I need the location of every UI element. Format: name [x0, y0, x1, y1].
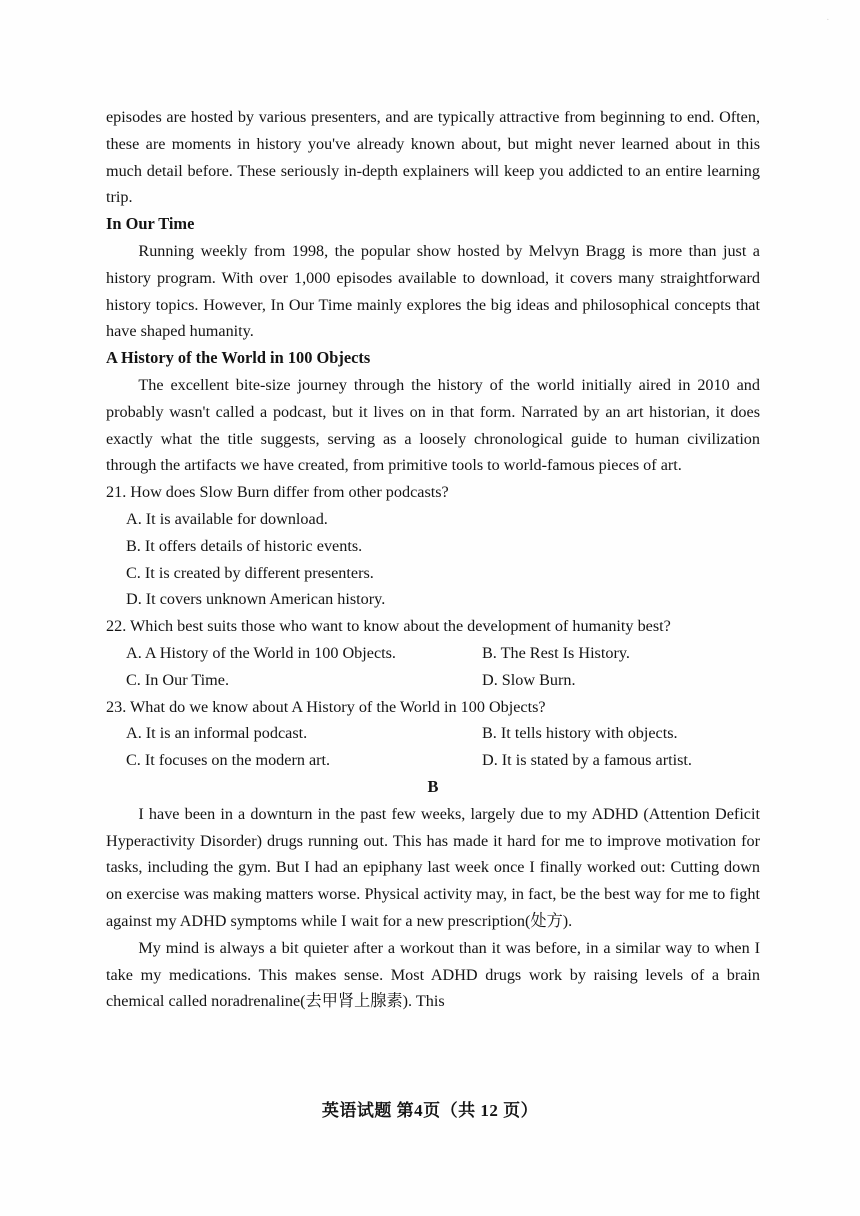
intro-paragraph: episodes are hosted by various presenters, and are typically attractive from beginning to end. Often, these are moments in history you've already known about, but might never learned about in this much detail before. These seriously in-depth explainers will keep you addicted to an entire learning trip. — [106, 108, 760, 207]
question-23-options-row-1 — [126, 720, 760, 747]
question-22-options-row-1 — [126, 640, 760, 667]
question-23-stem: 23. What do we know about A History of the World in 100 Objects? — [106, 697, 546, 716]
section-b-label: B — [427, 776, 439, 796]
page-footer: 英语试题 第4页（共 12 页） — [321, 1101, 539, 1120]
question-22-option-c: C. In Our Time. — [126, 670, 229, 689]
question-23-option-a: A. It is an informal podcast. — [126, 724, 308, 743]
section-b-paragraph-2: My mind is always a bit quieter after a workout than it was before, in a similar way to when I take my medications. This makes sense. Most ADHD drugs work by raising levels of a brain chemical called noradrenaline(去甲肾上腺素). This — [106, 938, 760, 1011]
scan-speck: · — [826, 14, 830, 26]
question-22-option-a: A. A History of the World in 100 Objects. — [126, 643, 396, 662]
question-22-option-b: B. The Rest Is History. — [482, 643, 630, 662]
section-body-in-our-time: Running weekly from 1998, the popular show hosted by Melvyn Bragg is more than just a history program. With over 1,000 episodes available to download, it covers many straightforward history topics. However, In Our Time mainly explores the big ideas and philosophical concepts that have shaped humanity. — [106, 241, 760, 341]
question-23-option-d: D. It is stated by a famous artist. — [482, 751, 692, 770]
question-22-stem: 22. Which best suits those who want to know about the development of humanity best? — [106, 617, 671, 636]
question-22-options-row-2 — [126, 667, 760, 694]
question-23-option-b: B. It tells history with objects. — [482, 724, 678, 743]
section-body-history-100-objects: The excellent bite-size journey through the history of the world initially aired in 2010 and probably wasn't called a podcast, but it lives on in that form. Narrated by an art historian, it does exactly what the title suggests, serving as a loosely chronological guide to human civilization through the artifacts we have created, from primitive tools to world-famous pieces of art. — [106, 375, 760, 475]
exam-page — [106, 104, 760, 1015]
section-b-paragraph-1: I have been in a downturn in the past few weeks, largely due to my ADHD (Attention Deficit Hyperactivity Disorder) drugs running out. This has made it hard for me to improve motivation for tasks, including the gym. But I had an epiphany last week once I finally worked out: Cutting down on exercise was making matters worse. Physical activity may, in fact, be the best way for me to fight against my ADHD symptoms while I wait for a new prescription(处方). — [106, 804, 760, 930]
question-21-option-a: A. It is available for download. — [126, 509, 328, 528]
question-21-stem: 21. How does Slow Burn differ from other podcasts? — [106, 483, 449, 502]
question-21-option-d: D. It covers unknown American history. — [126, 590, 386, 609]
question-23-option-c: C. It focuses on the modern art. — [126, 751, 331, 770]
question-21-option-c: C. It is created by different presenters. — [126, 563, 374, 582]
question-22-option-d: D. Slow Burn. — [482, 670, 576, 689]
section-heading-history-100-objects: A History of the World in 100 Objects — [106, 348, 371, 368]
question-23-options-row-2 — [126, 747, 760, 774]
question-21-option-b: B. It offers details of historic events. — [126, 536, 363, 555]
section-heading-in-our-time: In Our Time — [106, 214, 195, 234]
